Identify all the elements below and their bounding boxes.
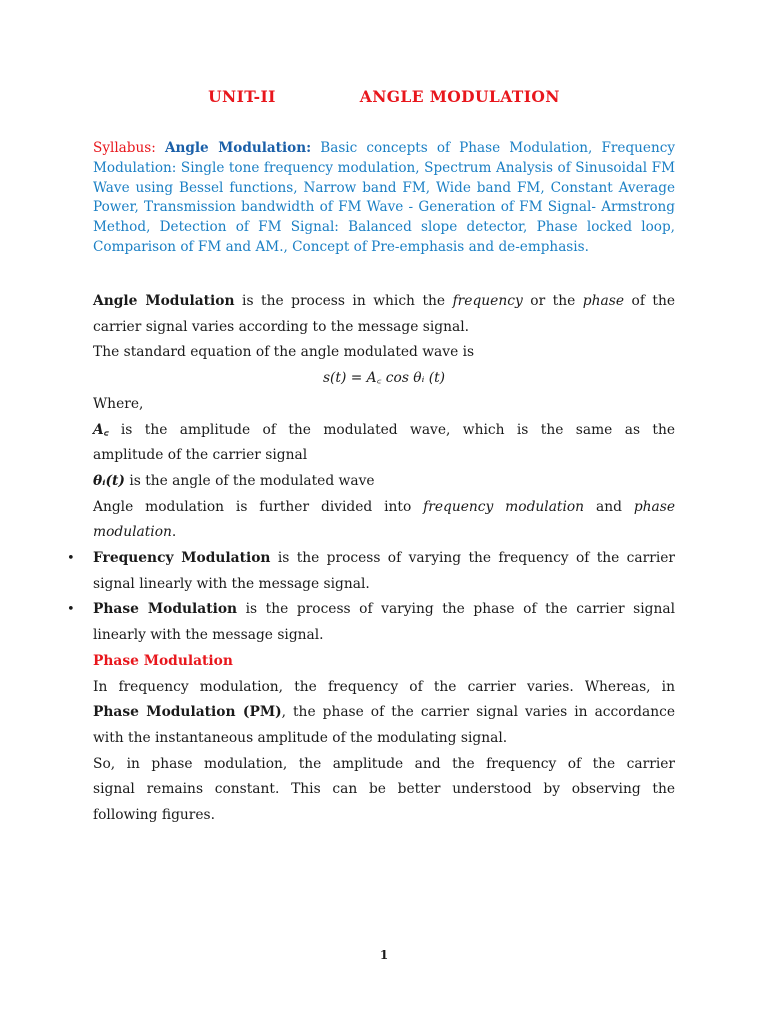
body-section xyxy=(93,289,675,829)
divided-line-2 xyxy=(93,520,675,546)
pm-para2-line-1: So, in phase modulation, the amplitude and the frequency of the carrier xyxy=(93,755,675,772)
pm-para2-line-3: following figures. xyxy=(93,807,216,824)
theta-definition xyxy=(93,469,675,495)
ac-definition-line-2: amplitude of the carrier signal xyxy=(93,447,308,464)
syllabus-paragraph xyxy=(93,139,675,258)
intro-frequency: frequency xyxy=(452,293,523,309)
intro-line-1 xyxy=(93,289,675,315)
intro-text-2: of the xyxy=(631,293,676,309)
bullet-1-line-1 xyxy=(93,546,675,572)
bullet-2-line-1 xyxy=(93,597,675,623)
pm-para1-line-1: In frequency modulation, the frequency of the carrier varies. Whereas, in xyxy=(93,678,675,695)
pm-term: Phase Modulation (PM) xyxy=(93,704,282,721)
intro-term: Angle Modulation xyxy=(93,293,235,309)
bullet-2-term: Phase Modulation xyxy=(93,601,238,618)
divided-and: and xyxy=(595,498,622,515)
syllabus-label: Syllabus: xyxy=(93,140,156,156)
equation-intro: The standard equation of the angle modulated wave is xyxy=(93,344,475,361)
where-label: Where, xyxy=(93,395,144,412)
theta-text: is the angle of the modulated wave xyxy=(129,472,375,489)
divided-pm: phase xyxy=(633,498,676,515)
divided-end: . xyxy=(171,524,177,541)
pm-para2-line-2: signal remains constant. This can be better understood by observing the xyxy=(93,781,675,798)
pm-para1-text-2: , the phase of the carrier signal varies in accordance xyxy=(281,704,675,721)
intro-phase: phase xyxy=(582,293,624,309)
syllabus-text: Basic concepts of Phase Modulation, Frequency Modulation: Single tone frequency modulation, Spectrum Analysis of Sinusoidal FM Wave using Bessel functions, Narrow band FM, Wide band FM, Constant Average Power, Transmission bandwidth of FM Wave - Generation of FM Signal- Armstrong Method, Detection of FM Signal: Balanced slope detector, Phase locked loop, Comparison of FM and AM., Concept of Pre-emphasis and de-emphasis. xyxy=(93,140,676,255)
page-number: 1 xyxy=(379,948,389,962)
bullet-dot-1: • xyxy=(67,551,75,566)
divided-pm2: modulation xyxy=(93,524,172,541)
topic-label: ANGLE MODULATION xyxy=(359,87,560,106)
intro-or: or the xyxy=(530,293,576,309)
equation: s(t) = A꜀ cos θᵢ (t) xyxy=(322,370,446,387)
syllabus-heading: Angle Modulation: xyxy=(164,140,312,156)
ac-definition-line-1 xyxy=(93,418,675,444)
bullet-2-text: is the process of varying the phase of the carrier signal xyxy=(245,601,675,618)
bullet-1-text: is the process of varying the frequency of the carrier xyxy=(277,550,676,567)
pm-para1-line-3: with the instantaneous amplitude of the modulating signal. xyxy=(93,729,508,746)
divided-text: Angle modulation is further divided into xyxy=(93,498,412,515)
unit-label: UNIT-II xyxy=(208,87,276,106)
intro-text-1: is the process in which the xyxy=(242,293,446,309)
pm-para1-line-2 xyxy=(93,700,675,726)
divided-line-1 xyxy=(93,495,675,521)
ac-text-1: is the amplitude of the modulated wave, which is the same as the xyxy=(120,421,676,438)
bullet-2-line-2: linearly with the message signal. xyxy=(93,627,324,644)
ac-symbol: A꜀ xyxy=(93,421,109,438)
pm-heading: Phase Modulation xyxy=(93,652,233,669)
page-title xyxy=(0,87,768,106)
intro-line-2: carrier signal varies according to the message signal. xyxy=(93,318,469,335)
bullet-dot-2: • xyxy=(67,602,75,617)
bullet-1-line-2: signal linearly with the message signal. xyxy=(93,575,370,592)
theta-symbol: θᵢ(t) xyxy=(93,472,125,489)
divided-fm: frequency modulation xyxy=(423,498,585,515)
bullet-1-term: Frequency Modulation xyxy=(93,550,271,567)
